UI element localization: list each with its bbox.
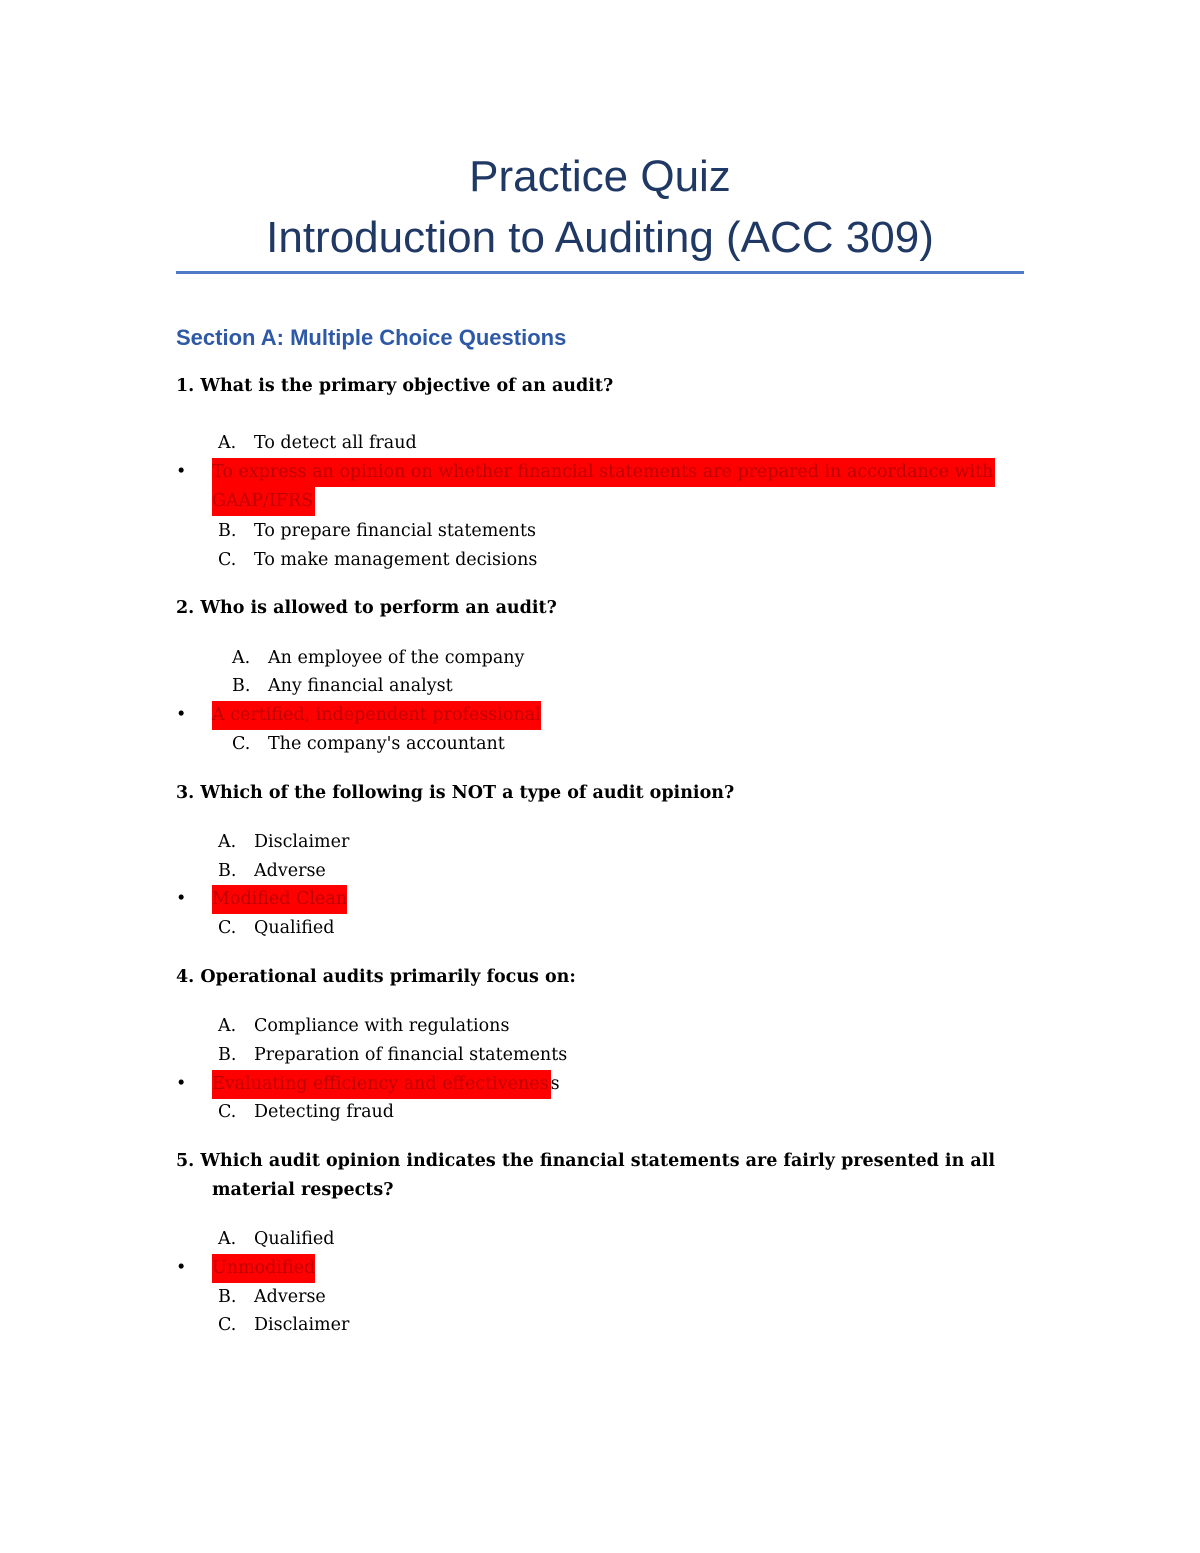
option-letter: B. bbox=[218, 1287, 237, 1307]
option-letter: B. bbox=[218, 521, 237, 541]
option-letter: A. bbox=[232, 648, 251, 668]
question-1 bbox=[176, 372, 1024, 401]
question-prompt: Operational audits primarily focus on: bbox=[200, 967, 576, 987]
question-5 bbox=[176, 1147, 1016, 1205]
answer-bullet: • bbox=[176, 1074, 187, 1094]
option-letter: A. bbox=[218, 832, 237, 852]
answer-text: Modified Clean bbox=[212, 885, 347, 914]
option-text: The company's accountant bbox=[268, 734, 505, 754]
option-text: Qualified bbox=[254, 918, 335, 938]
q2-option-b bbox=[232, 672, 453, 701]
answer-text-tail: s bbox=[550, 1074, 560, 1094]
document-title bbox=[176, 146, 1024, 268]
option-text: Adverse bbox=[254, 861, 326, 881]
option-letter: C. bbox=[218, 1102, 237, 1122]
option-letter: B. bbox=[232, 676, 251, 696]
title-divider bbox=[176, 271, 1024, 274]
option-letter: C. bbox=[218, 1315, 237, 1335]
question-4 bbox=[176, 963, 1024, 992]
answer-text: Unmodified bbox=[212, 1254, 315, 1283]
question-prompt: What is the primary objective of an audit? bbox=[200, 376, 614, 396]
q5-correct-answer bbox=[176, 1254, 1024, 1283]
option-letter: C. bbox=[232, 734, 251, 754]
option-text: Detecting fraud bbox=[254, 1102, 394, 1122]
question-number: 1. bbox=[176, 376, 195, 396]
question-number: 2. bbox=[176, 598, 195, 618]
q3-correct-answer bbox=[176, 885, 1024, 914]
question-number: 3. bbox=[176, 783, 195, 803]
question-prompt: Which of the following is NOT a type of audit opinion? bbox=[200, 783, 735, 803]
option-text: Disclaimer bbox=[254, 1315, 350, 1335]
option-text: Qualified bbox=[254, 1229, 335, 1249]
option-text: To prepare financial statements bbox=[254, 521, 536, 541]
option-letter: B. bbox=[218, 861, 237, 881]
option-text: Any financial analyst bbox=[268, 676, 453, 696]
option-text: To make management decisions bbox=[254, 550, 538, 570]
question-3-text bbox=[176, 779, 1024, 808]
q4-correct-answer bbox=[176, 1070, 1024, 1099]
answer-bullet: • bbox=[176, 462, 187, 482]
q2-option-c bbox=[232, 730, 505, 759]
option-letter: A. bbox=[218, 433, 237, 453]
option-letter: B. bbox=[218, 1045, 237, 1065]
question-2-text bbox=[176, 594, 1024, 623]
q1-option-a bbox=[218, 429, 417, 458]
option-text: To detect all fraud bbox=[254, 433, 417, 453]
question-3 bbox=[176, 779, 1024, 808]
answer-text-line-2: GAAP/IFRS bbox=[212, 487, 315, 516]
answer-text: Evaluating efficiency and effectivenes bbox=[212, 1070, 551, 1099]
q1-option-b bbox=[218, 517, 536, 546]
question-number: 4. bbox=[176, 967, 195, 987]
option-letter: A. bbox=[218, 1016, 237, 1036]
q4-option-b bbox=[218, 1041, 567, 1070]
q3-option-c bbox=[218, 914, 334, 943]
option-text: Preparation of financial statements bbox=[254, 1045, 568, 1065]
question-2 bbox=[176, 594, 1024, 623]
q2-option-a bbox=[232, 644, 524, 673]
q5-option-a bbox=[218, 1225, 334, 1254]
answer-text-wrap bbox=[212, 1070, 560, 1099]
option-letter: C. bbox=[218, 918, 237, 938]
question-4-text bbox=[176, 963, 1024, 992]
q5-option-b bbox=[218, 1283, 326, 1312]
question-1-text bbox=[176, 372, 1024, 401]
option-text: Compliance with regulations bbox=[254, 1016, 510, 1036]
option-text: An employee of the company bbox=[268, 648, 525, 668]
q4-option-c bbox=[218, 1098, 394, 1127]
option-text: Adverse bbox=[254, 1287, 326, 1307]
answer-text-line-1: To express an opinion on whether financial statements are prepared in accordance with bbox=[212, 458, 995, 487]
answer-text: A certified, independent professional bbox=[212, 701, 541, 730]
question-prompt: Who is allowed to perform an audit? bbox=[200, 598, 557, 618]
question-number: 5. bbox=[176, 1151, 195, 1171]
answer-bullet: • bbox=[176, 889, 187, 909]
q1-correct-answer bbox=[176, 458, 1024, 516]
section-heading: Section A: Multiple Choice Questions bbox=[176, 325, 567, 350]
answer-bullet: • bbox=[176, 1258, 187, 1278]
answer-bullet: • bbox=[176, 705, 187, 725]
title-line-2: Introduction to Auditing (ACC 309) bbox=[266, 213, 934, 262]
q3-option-b bbox=[218, 857, 326, 886]
question-5-text bbox=[176, 1147, 1016, 1205]
q4-option-a bbox=[218, 1012, 509, 1041]
option-text: Disclaimer bbox=[254, 832, 350, 852]
option-letter: C. bbox=[218, 550, 237, 570]
option-letter: A. bbox=[218, 1229, 237, 1249]
q3-option-a bbox=[218, 828, 349, 857]
title-line-1: Practice Quiz bbox=[469, 152, 731, 201]
question-prompt: Which audit opinion indicates the financial statements are fairly presented in all material respects? bbox=[200, 1151, 996, 1200]
q5-option-c bbox=[218, 1311, 349, 1340]
q2-correct-answer bbox=[176, 701, 1024, 730]
q1-option-c bbox=[218, 546, 537, 575]
